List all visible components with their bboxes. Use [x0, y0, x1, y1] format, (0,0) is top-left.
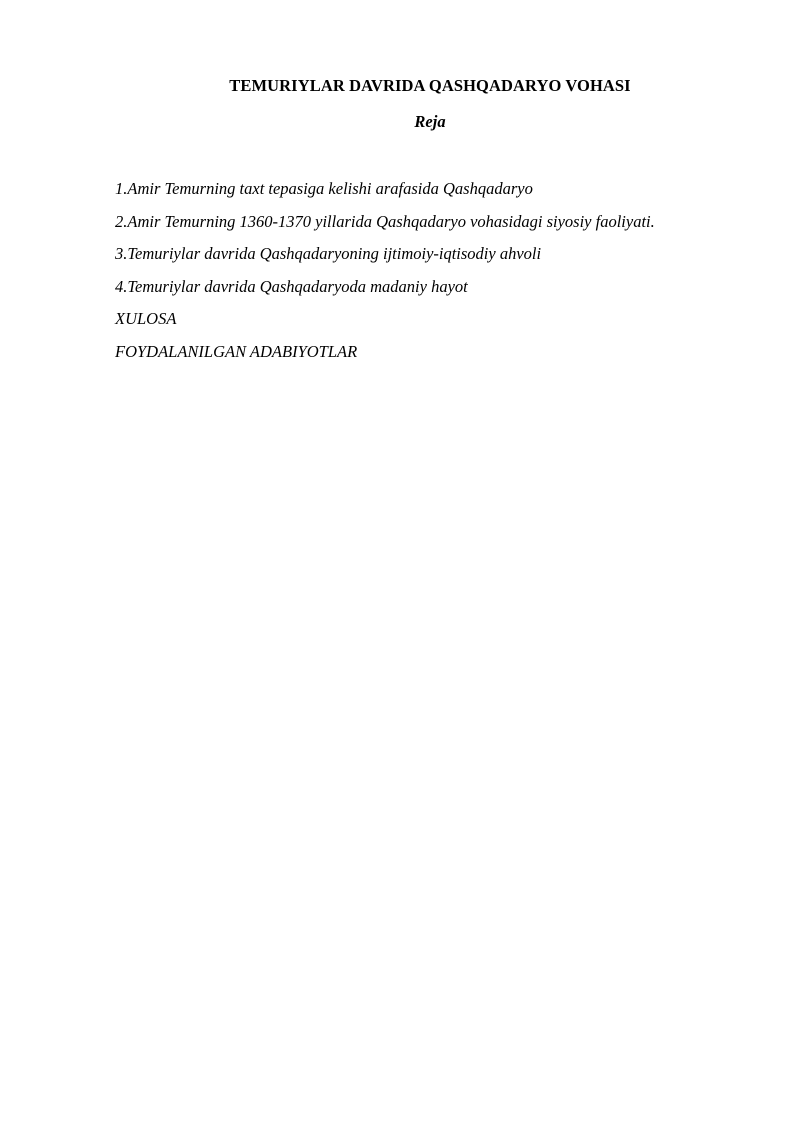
plan-list: [115, 179, 655, 375]
plan-item-references: FOYDALANILGAN ADABIYOTLAR: [115, 341, 358, 361]
plan-item-2: 2.Amir Temurning 1360-1370 yillarida Qashqadaryo vohasidagi siyosiy faoliyati.: [115, 211, 655, 231]
plan-item-1: 1.Amir Temurning taxt tepasiga kelishi arafasida Qashqadaryo: [115, 179, 533, 198]
page-title: TEMURIYLAR DAVRIDA QASHQADARYO VOHASI: [229, 76, 631, 95]
plan-heading: Reja: [414, 112, 446, 131]
plan-item-conclusion: XULOSA: [115, 309, 177, 329]
plan-item-3: 3.Temuriylar davrida Qashqadaryoning ijtimoiy-iqtisodiy ahvoli: [115, 244, 542, 264]
plan-item-4: 4.Temuriylar davrida Qashqadaryoda madaniy hayot: [115, 276, 468, 296]
